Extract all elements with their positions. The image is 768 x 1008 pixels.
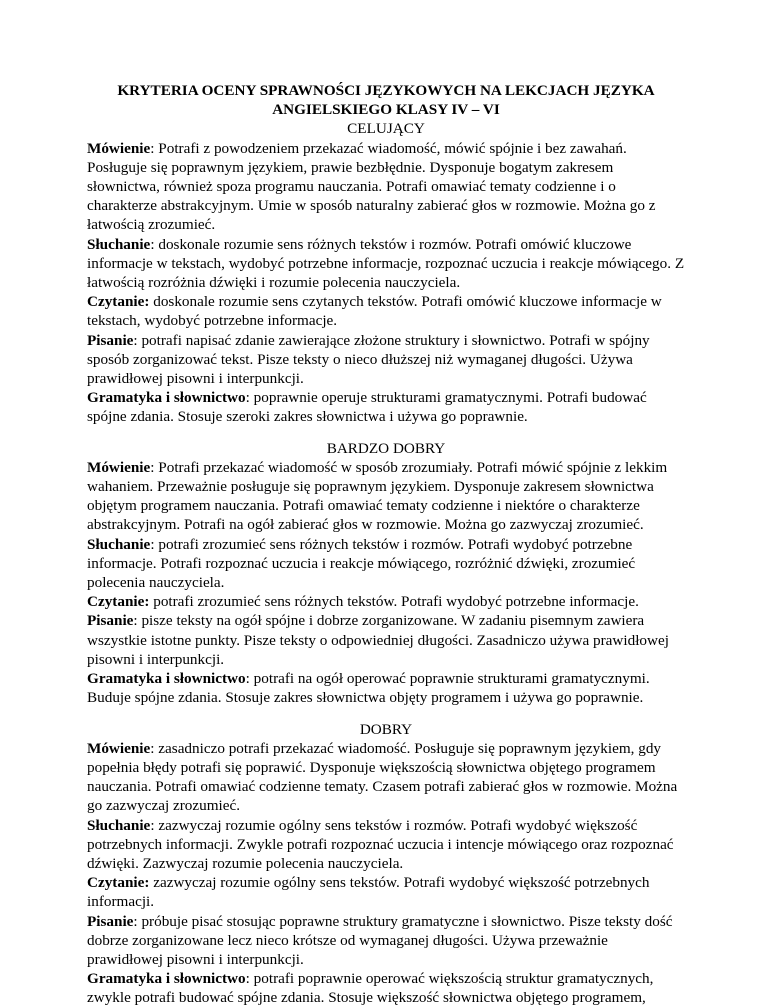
criterion-text: Potrafi przekazać wiadomość w sposób zrozumiały. Potrafi mówić spójnie z lekkim wahaniem. Przeważnie posługuje się poprawnym językiem. Dysponuje zakresem słownictwa objętym programem nauczania. Potrafi omawiać tematy codzienne i niektóre o charakterze abstrakcyjnym. Potrafi na ogół zabierać głos w rozmowie. Można go zazwyczaj zrozumieć.	[87, 458, 668, 534]
criterion-text: zazwyczaj rozumie ogólny sens tekstów i rozmów. Potrafi wydobyć większość potrzebnych informacji. Zwykle potrafi rozpoznać uczucia i intencje mówiącego oraz rozpoznać dźwięki. Zazwyczaj rozumie polecenia nauczyciela.	[87, 816, 674, 872]
section-heading: BARDZO DOBRY	[326, 439, 446, 457]
criterion-writing: Pisanie: próbuje pisać stosując poprawne struktury gramatyczne i słownictwo. Pisze teksty dość dobrze zorganizowane lecz nieco krótsze od wymaganej długości. Używa przeważnie prawidłowej pisowni i interpunkcji.	[87, 912, 673, 968]
criterion-label: Gramatyka i słownictwo	[87, 970, 246, 988]
criterion-grammar-vocabulary: Gramatyka i słownictwo: poprawnie operuje strukturami gramatycznymi. Potrafi budować spójne zdania. Stosuje szeroki zakres słownictwa i używa go poprawnie.	[87, 389, 647, 426]
section-heading: CELUJĄCY	[347, 120, 425, 138]
criterion-text: zasadniczo potrafi przekazać wiadomość. Posługuje się poprawnym językiem, gdy popełnia błędy potrafi się poprawić. Dysponuje większością słownictwa objętego programem nauczania. Potrafi omawiać codzienne tematy. Czasem potrafi zabierać głos w rozmowie. Można go zazwyczaj zrozumieć.	[87, 739, 678, 815]
criterion-grammar-vocabulary: Gramatyka i słownictwo: potrafi na ogół operować poprawnie strukturami gramatycznymi. Buduje spójne zdania. Stosuje zakres słownictwa objęty programem i używa go poprawnie.	[87, 670, 650, 707]
criterion-text: poprawnie operuje strukturami gramatycznymi. Potrafi budować spójne zdania. Stosuje szeroki zakres słownictwa i używa go poprawnie.	[87, 389, 647, 426]
criterion-label: Słuchanie	[87, 535, 151, 553]
criterion-label: Czytanie:	[87, 293, 150, 311]
criterion-text: potrafi napisać zdanie zawierające złożone struktury i słownictwo. Potrafi w spójny sposób zorganizować tekst. Pisze teksty o nieco dłuższej niż wymaganej długości. Używa prawidłowej pisowni i interpunkcji.	[87, 331, 650, 388]
criterion-label: Gramatyka i słownictwo	[87, 389, 246, 407]
criterion-label: Czytanie:	[87, 593, 150, 611]
criterion-writing: Pisanie: potrafi napisać zdanie zawierające złożone struktury i słownictwo. Potrafi w spójny sposób zorganizować tekst. Pisze teksty o nieco dłuższej niż wymaganej długości. Używa prawidłowej pisowni i interpunkcji.	[87, 331, 650, 388]
document-page	[87, 81, 685, 1008]
criterion-label: Pisanie	[87, 912, 134, 930]
criterion-label: Pisanie	[87, 612, 134, 630]
section-dobry	[87, 720, 685, 1008]
criterion-speaking: Mówienie: Potrafi z powodzeniem przekazać wiadomość, mówić spójnie i bez zawahań. Posługuje się poprawnym językiem, prawie bezbłędnie. Dysponuje bogatym zakresem słownictwa, również spoza programu nauczania. Potrafi omawiać tematy codzienne i o charakterze abstrakcyjnym. Umie w sposób naturalny zabierać głos w rozmowie. Można go z łatwością zrozumieć.	[87, 139, 656, 234]
criterion-text: pisze teksty na ogół spójne i dobrze zorganizowane. W zadaniu pisemnym zawiera wszystkie istotne punkty. Pisze teksty o odpowiedniej długości. Zasadniczo używa prawidłowej pisowni i interpunkcji.	[87, 612, 669, 668]
criterion-reading	[87, 292, 685, 330]
criterion-label: Pisanie	[87, 331, 134, 349]
document-title-line2: ANGIELSKIEGO KLASY IV – VI	[272, 101, 500, 119]
criterion-text: doskonale rozumie sens różnych tekstów i rozmów. Potrafi omówić kluczowe informacje w tekstach, wydobyć potrzebne informacje, rozpoznać uczucia i reakcje mówiącego. Z łatwością rozróżnia dźwięki i rozumie polecenia nauczyciela.	[87, 235, 685, 292]
criterion-reading	[87, 592, 685, 611]
criterion-text: potrafi na ogół operować poprawnie strukturami gramatycznymi. Buduje spójne zdania. Stosuje zakres słownictwa objęty programem i używa go poprawnie.	[87, 670, 650, 707]
criterion-speaking: Mówienie: zasadniczo potrafi przekazać wiadomość. Posługuje się poprawnym językiem, gdy popełnia błędy potrafi się poprawić. Dysponuje większością słownictwa objętego programem nauczania. Potrafi omawiać codzienne tematy. Czasem potrafi zabierać głos w rozmowie. Można go zazwyczaj zrozumieć.	[87, 739, 678, 815]
criterion-writing: Pisanie: pisze teksty na ogół spójne i dobrze zorganizowane. W zadaniu pisemnym zawiera wszystkie istotne punkty. Pisze teksty o odpowiedniej długości. Zasadniczo używa prawidłowej pisowni i interpunkcji.	[87, 612, 669, 668]
section-bardzo-dobry	[87, 439, 685, 708]
criterion-listening: Słuchanie: doskonale rozumie sens różnych tekstów i rozmów. Potrafi omówić kluczowe informacje w tekstach, wydobyć potrzebne informacje, rozpoznać uczucia i reakcje mówiącego. Z łatwością rozróżnia dźwięki i rozumie polecenia nauczyciela.	[87, 235, 685, 292]
criterion-label: Słuchanie	[87, 235, 151, 253]
section-heading: DOBRY	[359, 720, 413, 738]
criterion-text: próbuje pisać stosując poprawne struktury gramatyczne i słownictwo. Pisze teksty dość dobrze zorganizowane lecz nieco krótsze od wymaganej długości. Używa przeważnie prawidłowej pisowni i interpunkcji.	[87, 912, 673, 968]
criterion-reading	[87, 873, 685, 911]
criterion-text: potrafi zrozumieć sens różnych tekstów. Potrafi wydobyć potrzebne informacje.	[153, 593, 639, 611]
criterion-label: Gramatyka i słownictwo	[87, 670, 246, 688]
criterion-listening: Słuchanie: potrafi zrozumieć sens różnych tekstów i rozmów. Potrafi wydobyć potrzebne informacje. Potrafi rozpoznać uczucia i reakcje mówiącego, rozróżnić dźwięki, zrozumieć polecenia nauczyciela.	[87, 535, 636, 592]
criterion-text: Potrafi z powodzeniem przekazać wiadomość, mówić spójnie i bez zawahań. Posługuje się poprawnym językiem, prawie bezbłędnie. Dysponuje bogatym zakresem słownictwa, również spoza programu nauczania. Potrafi omawiać tematy codzienne i o charakterze abstrakcyjnym. Umie w sposób naturalny zabierać głos w rozmowie. Można go z łatwością zrozumieć.	[87, 139, 656, 234]
criterion-label: Czytanie:	[87, 874, 150, 892]
criterion-text: potrafi zrozumieć sens różnych tekstów i rozmów. Potrafi wydobyć potrzebne informacje. Potrafi rozpoznać uczucia i reakcje mówiącego, rozróżnić dźwięki, zrozumieć polecenia nauczyciela.	[87, 535, 636, 592]
criterion-text: doskonale rozumie sens czytanych tekstów. Potrafi omówić kluczowe informacje w tekstach, wydobyć potrzebne informacje.	[87, 293, 662, 330]
criterion-text: potrafi poprawnie operować większością struktur gramatycznych, zwykle potrafi budować spójne zdania. Stosuje większość słownictwa objętego programem,	[87, 970, 654, 1007]
document-title-line1: KRYTERIA OCENY SPRAWNOŚCI JĘZYKOWYCH NA LEKCJACH JĘZYKA	[117, 82, 655, 99]
criterion-speaking: Mówienie: Potrafi przekazać wiadomość w sposób zrozumiały. Potrafi mówić spójnie z lekkim wahaniem. Przeważnie posługuje się poprawnym językiem. Dysponuje zakresem słownictwa objętym programem nauczania. Potrafi omawiać tematy codzienne i niektóre o charakterze abstrakcyjnym. Potrafi na ogół zabierać głos w rozmowie. Można go zazwyczaj zrozumieć.	[87, 458, 668, 534]
criterion-label: Mówienie	[87, 458, 151, 476]
criterion-text: zazwyczaj rozumie ogólny sens tekstów. Potrafi wydobyć większość potrzebnych informacji.	[87, 874, 650, 911]
criterion-grammar-vocabulary: Gramatyka i słownictwo: potrafi poprawnie operować większością struktur gramatycznych, zwykle potrafi budować spójne zdania. Stosuje większość słownictwa objętego programem,	[87, 970, 654, 1007]
criterion-label: Mówienie	[87, 739, 151, 757]
section-celujacy	[87, 119, 685, 426]
criterion-label: Słuchanie	[87, 816, 151, 834]
criterion-listening: Słuchanie: zazwyczaj rozumie ogólny sens tekstów i rozmów. Potrafi wydobyć większość potrzebnych informacji. Zwykle potrafi rozpoznać uczucia i intencje mówiącego oraz rozpoznać dźwięki. Zazwyczaj rozumie polecenia nauczyciela.	[87, 816, 674, 872]
criterion-label: Mówienie	[87, 139, 151, 157]
